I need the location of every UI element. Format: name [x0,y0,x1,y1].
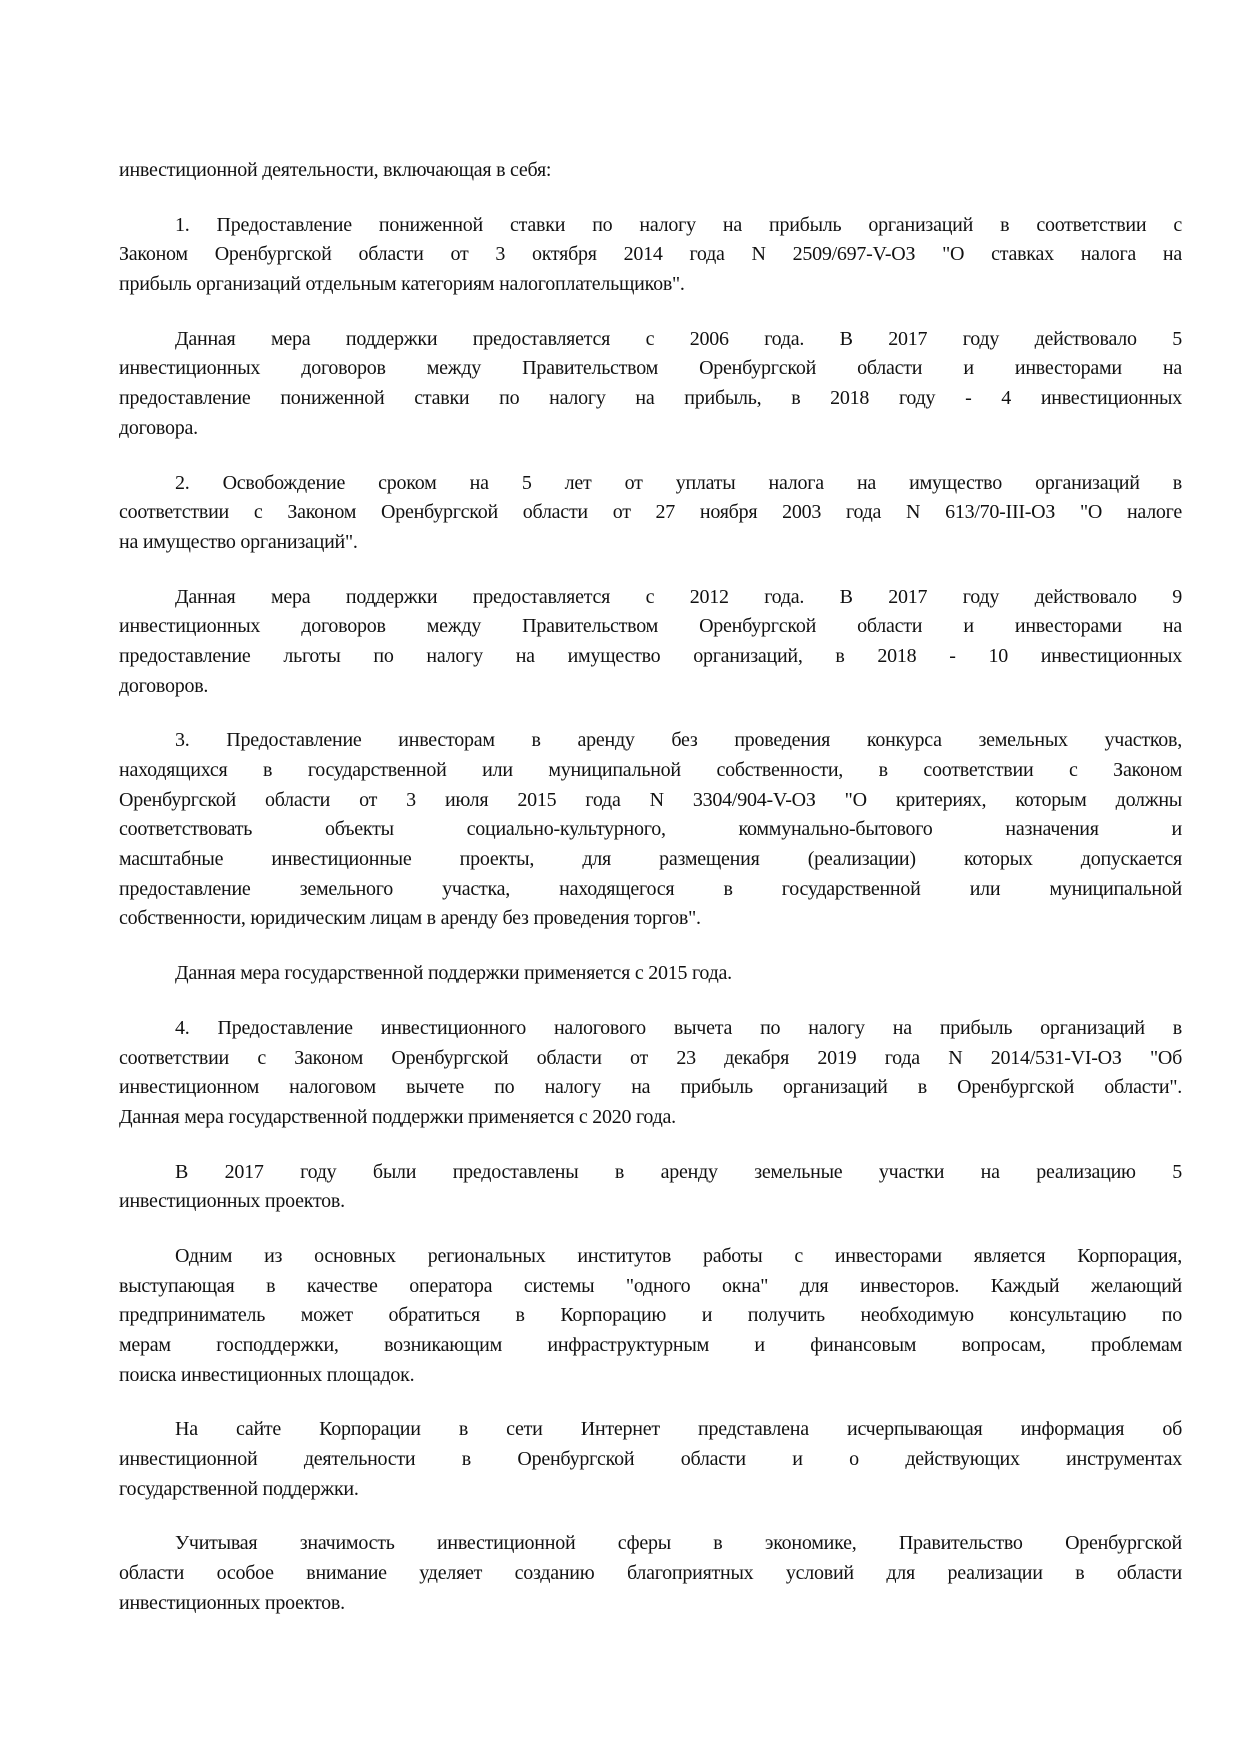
text-line: Оренбургской области от 3 июля 2015 года N 3304/904-V-ОЗ "О критериях, которым должны [119,788,1182,811]
text-line: Данная мера поддержки предоставляется с 2012 года. В 2017 году действовало 9 [175,585,1182,608]
text-line: договора. [119,416,198,439]
text-line: На сайте Корпорации в сети Интернет представлена исчерпывающая информация об [175,1418,1182,1441]
text-line: инвестиционном налоговом вычете по налогу на прибыль организаций в Оренбургской области". [119,1076,1182,1099]
text-line: Данная мера государственной поддержки применяется с 2015 года. [175,962,732,985]
text-line: Законом Оренбургской области от 3 октября 2014 года N 2509/697-V-ОЗ "О ставках налога на [119,243,1182,266]
text-line: предоставление пониженной ставки по налогу на прибыль, в 2018 году - 4 инвестиционных [119,387,1182,410]
text-line: В 2017 году были предоставлены в аренду земельные участки на реализацию 5 [175,1160,1182,1183]
paragraph [119,1014,1182,1133]
paragraph [119,469,1182,558]
paragraph [119,1242,1182,1390]
text-line: Учитывая значимость инвестиционной сферы в экономике, Правительство Оренбургской [175,1532,1182,1555]
text-line: предприниматель может обратиться в Корпорацию и получить необходимую консультацию по [119,1304,1182,1327]
text-line: соответствии с Законом Оренбургской области от 23 декабря 2019 года N 2014/531-VI-ОЗ "Об [119,1046,1182,1069]
paragraph [119,1415,1182,1504]
text-line: области особое внимание уделяет созданию благоприятных условий для реализации в области [119,1562,1182,1585]
text-line: Данная мера государственной поддержки применяется с 2020 года. [119,1105,676,1128]
text-line: 2. Освобождение сроком на 5 лет от уплаты налога на имущество организаций в [175,471,1182,494]
text-line: инвестиционных проектов. [119,1591,345,1614]
text-line: Одним из основных региональных институтов работы с инвесторами является Корпорация, [175,1244,1182,1267]
text-line: на имущество организаций". [119,530,358,553]
paragraph [119,583,1182,702]
text-line: поиска инвестиционных площадок. [119,1363,415,1386]
paragraph [119,156,1182,186]
text-line: масштабные инвестиционные проекты, для размещения (реализации) которых допускается [119,848,1182,871]
text-line: государственной поддержки. [119,1477,359,1500]
text-line: предоставление земельного участка, находящегося в государственной или муниципальной [119,877,1182,900]
text-line: инвестиционных договоров между Правительством Оренбургской области и инвесторами на [119,615,1182,638]
text-line: находящихся в государственной или муниципальной собственности, в соответствии с Законом [119,759,1182,781]
text-line: инвестиционных договоров между Правительством Оренбургской области и инвесторами на [119,357,1182,380]
paragraph [119,726,1182,934]
text-line: 3. Предоставление инвесторам в аренду без проведения конкурса земельных участков, [175,729,1182,752]
paragraph [119,325,1182,444]
paragraph [119,1158,1182,1217]
text-line: прибыль организаций отдельным категориям налогоплательщиков". [119,273,685,296]
text-line: предоставление льготы по налогу на имущество организаций, в 2018 - 10 инвестиционных [119,644,1182,667]
text-line: 1. Предоставление пониженной ставки по налогу на прибыль организаций в соответствии с [175,213,1182,236]
paragraph [119,1529,1182,1618]
text-line: выступающая в качестве оператора системы "одного окна" для инвесторов. Каждый желающий [119,1274,1182,1297]
text-line: договоров. [119,674,209,697]
text-line: мерам господдержки, возникающим инфраструктурным и финансовым вопросам, проблемам [119,1334,1182,1356]
paragraph [119,959,1182,989]
text-line: собственности, юридическим лицам в аренду без проведения торгов". [119,907,701,930]
paragraph [119,211,1182,300]
text-line: 4. Предоставление инвестиционного налогового вычета по налогу на прибыль организаций в [175,1016,1182,1039]
text-line: инвестиционной деятельности, включающая в себя: [119,159,552,181]
text-line: инвестиционных проектов. [119,1190,345,1213]
document-page [119,156,1182,1644]
text-line: соответствии с Законом Оренбургской области от 27 ноября 2003 года N 613/70-III-ОЗ "О налоге [119,501,1182,524]
text-line: Данная мера поддержки предоставляется с 2006 года. В 2017 году действовало 5 [175,327,1182,350]
text-line: соответствовать объекты социально-культурного, коммунально-бытового назначения и [119,818,1182,841]
text-line: инвестиционной деятельности в Оренбургской области и о действующих инструментах [119,1448,1182,1471]
